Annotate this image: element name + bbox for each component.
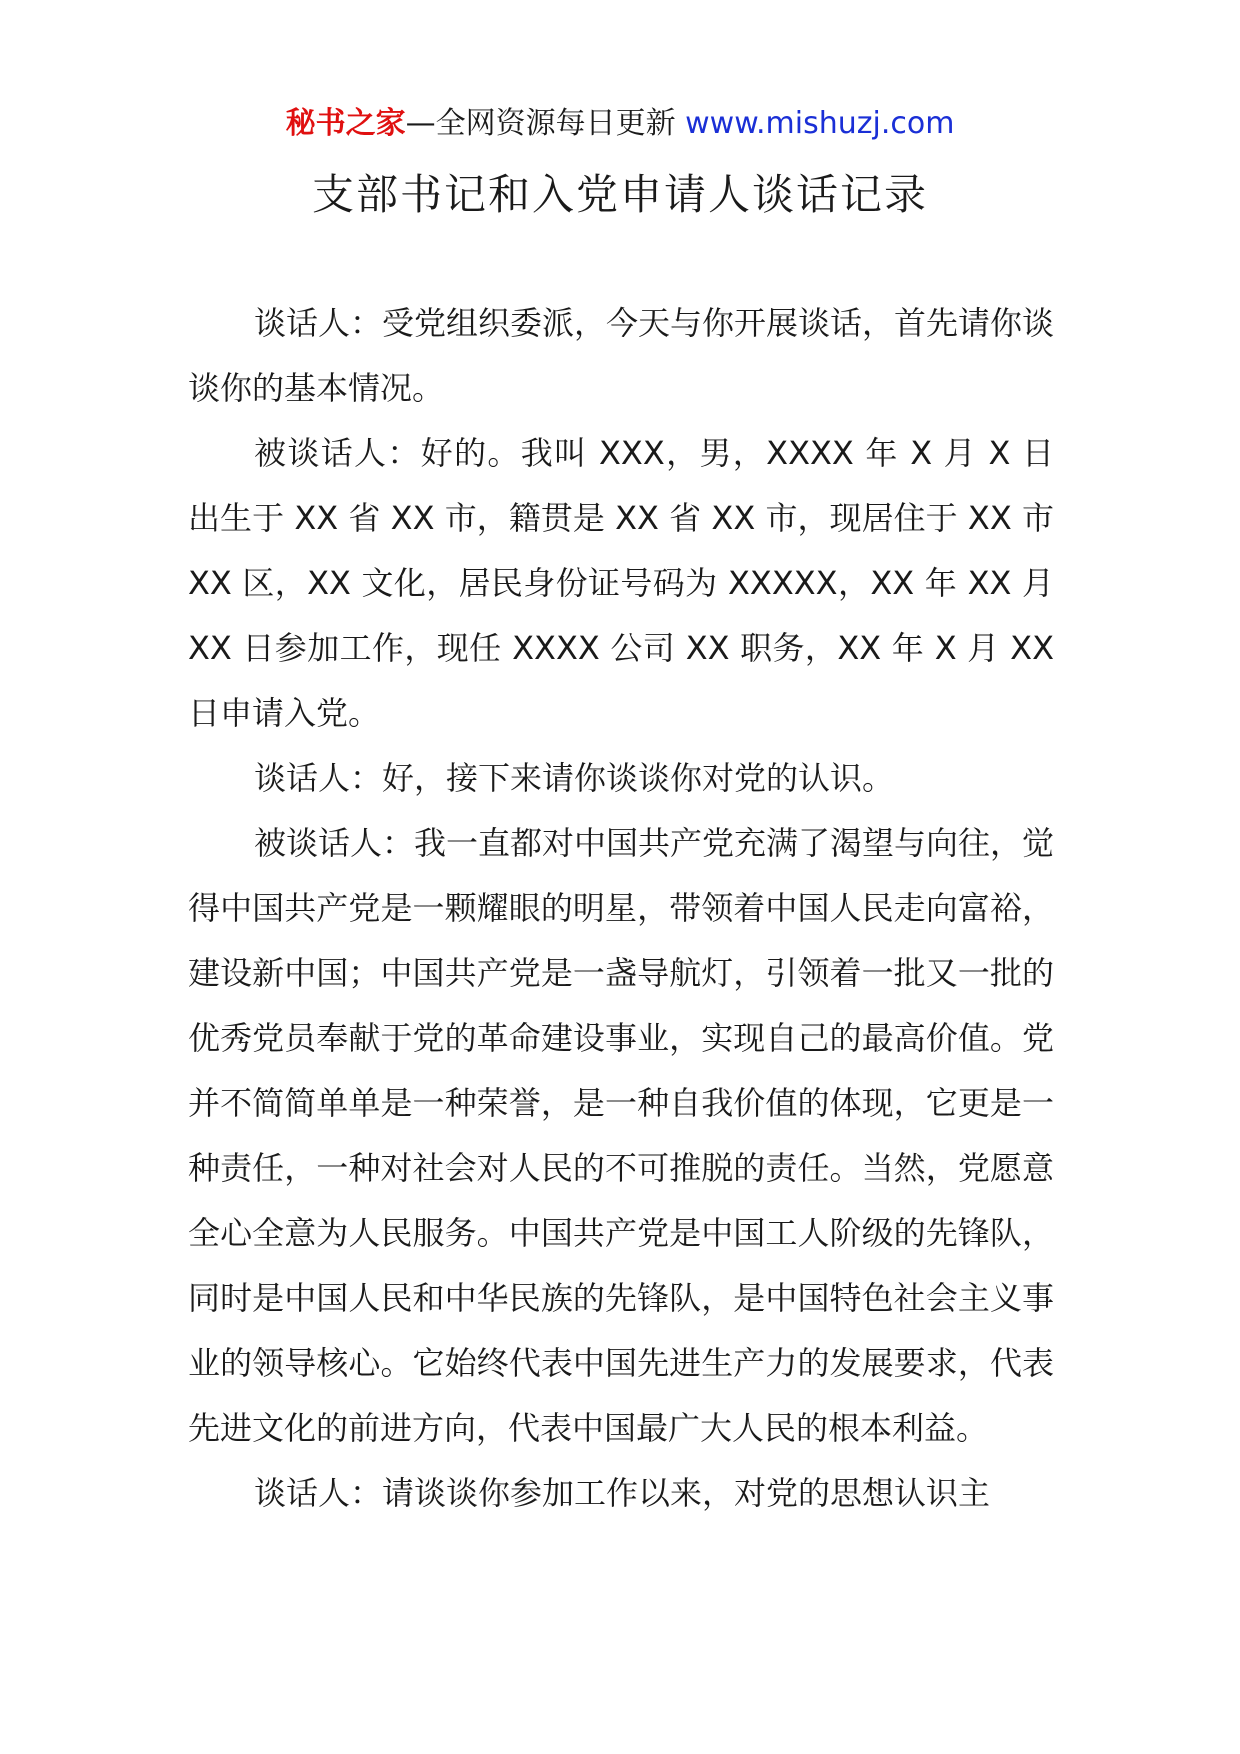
paragraph-2: 被谈话人：好的。我叫 XXX，男，XXXX 年 X 月 X 日出生于 XX 省 XX 市，籍贯是 XX 省 XX 市，现居住于 XX 市 XX 区，XX 文化，居民身份证号码为 XXXXX，XX 年 XX 月 XX 日参加工作，现任 XXXX 公司 XX 职务，XX 年 X 月 XX 日申请入党。: [188, 434, 1054, 732]
paragraph-1: 谈话人：受党组织委派，今天与你开展谈话，首先请你谈谈你的基本情况。: [188, 304, 1055, 407]
paragraph-3: 谈话人：好，接下来请你谈谈你对党的认识。: [254, 759, 895, 797]
brand-name: 秘书之家: [285, 106, 406, 141]
site-header: [0, 100, 1240, 148]
header-slogan: —全网资源每日更新: [405, 106, 686, 141]
document-body: [188, 291, 1054, 1526]
document-title: 支部书记和入党申请人谈话记录: [311, 170, 928, 219]
paragraph-5: 谈话人：请谈谈你参加工作以来，对党的思想认识主: [254, 1474, 991, 1512]
site-url-link[interactable]: www.mishuzj.com: [685, 106, 955, 141]
paragraph-4: 被谈话人：我一直都对中国共产党充满了渴望与向往，觉得中国共产党是一颗耀眼的明星，带领着中国人民走向富裕，建设新中国；中国共产党是一盏导航灯，引领着一批又一批的优秀党员奉献于党的革命建设事业，实现自己的最高价值。党并不简简单单是一种荣誉，是一种自我价值的体现，它更是一种责任，一种对社会对人民的不可推脱的责任。当然，党愿意全心全意为人民服务。中国共产党是中国工人阶级的先锋队，同时是中国人民和中华民族的先锋队，是中国特色社会主义事业的领导核心。它始终代表中国先进生产力的发展要求，代表先进文化的前进方向，代表中国最广大人民的根本利益。: [188, 824, 1055, 1447]
